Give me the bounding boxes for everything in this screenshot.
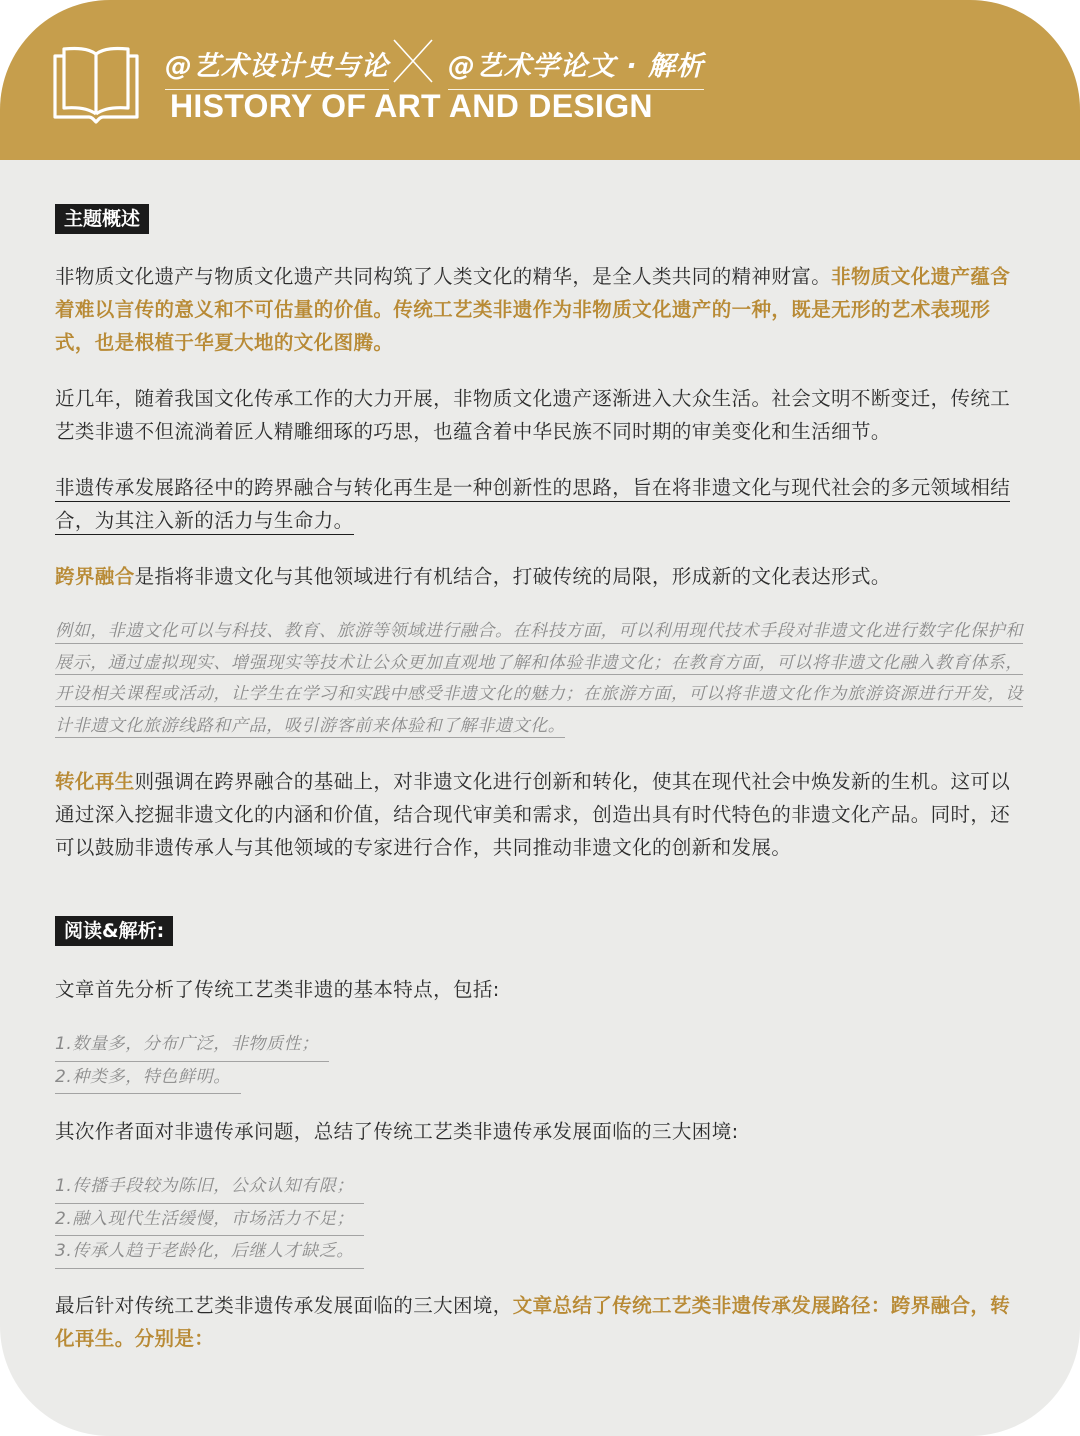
dilemmas-list [55, 1171, 364, 1269]
term-cross-border: 跨界融合 [55, 565, 135, 588]
list-item: 2.融入现代生活缓慢，市场活力不足； [55, 1204, 364, 1237]
paragraph-cross-border [55, 560, 1027, 593]
author-handle-2: @艺术学论文 · 解析 [448, 44, 704, 90]
list-item: 1.传播手段较为陈旧，公众认知有限； [55, 1171, 364, 1204]
cross-border-definition: 是指将非遗文化与其他领域进行有机结合，打破传统的局限，形成新的文化表达形式。 [134, 565, 891, 588]
intro-text: 非物质文化遗产与物质文化遗产共同构筑了人类文化的精华，是全人类共同的精神财富。 [55, 265, 832, 288]
paragraph-thesis [55, 471, 1027, 537]
underlined-thesis: 非遗传承发展路径中的跨界融合与转化再生是一种创新性的思路，旨在将非遗文化与现代社会的多元领域相结合，为其注入新的活力与生命力。 [55, 476, 1010, 535]
conclusion-highlight: 文章总结了传统工艺类非遗传承发展路径：跨界融合，转化再生。分别是： [55, 1294, 1011, 1350]
list-item: 2.种类多，特色鲜明。 [55, 1062, 241, 1095]
conclusion-text: 最后针对传统工艺类非遗传承发展面临的三大困境， [55, 1294, 513, 1317]
example-note [55, 616, 1027, 742]
transformation-definition: 则强调在跨界融合的基础上，对非遗文化进行创新和转化，使其在现代社会中焕发新的生机。这可以通过深入挖掘非遗文化的内涵和价值，结合现代审美和需求，创造出具有时代特色的非遗文化产品。同时，还可以鼓励非遗传承人与其他领域的专家进行合作，共同推动非遗文化的创新和发展。 [55, 770, 1011, 859]
term-transformation: 转化再生 [55, 770, 135, 793]
header-subtitle: HISTORY OF ART AND DESIGN [170, 88, 653, 124]
intro-highlight: 非物质文化遗产蕴含着难以言传的意义和不可估量的价值。传统工艺类非遗作为非物质文化遗产的一种，既是无形的艺术表现形式，也是根植于华夏大地的文化图腾。 [55, 265, 1011, 354]
cross-icon [390, 38, 436, 84]
list-item: 1.数量多，分布广泛，非物质性； [55, 1029, 329, 1062]
example-note-text: 例如，非遗文化可以与科技、教育、旅游等领域进行融合。在科技方面，可以利用现代技术手段对非遗文化进行数字化保护和展示，通过虚拟现实、增强现实等技术让公众更加直观地了解和体验非遗文化；在教育方面，可以将非遗文化融入教育体系，开设相关课程或活动，让学生在学习和实践中感受非遗文化的魅力；在旅游方面，可以将非遗文化作为旅游资源进行开发，设计非遗文化旅游线路和产品，吸引游客前来体验和了解非遗文化。 [55, 621, 1023, 739]
paragraph-intro [55, 260, 1027, 359]
paragraph-conclusion [55, 1289, 1027, 1355]
paragraph-features-intro: 文章首先分析了传统工艺类非遗的基本特点，包括: [55, 978, 500, 1001]
list-item: 3.传承人趋于老龄化，后继人才缺乏。 [55, 1236, 364, 1269]
section-tag-analysis: 阅读&解析: [55, 916, 173, 946]
features-list [55, 1029, 329, 1094]
open-book-icon [50, 44, 142, 124]
paragraph-background: 近几年，随着我国文化传承工作的大力开展，非物质文化遗产逐渐进入大众生活。社会文明不断变迁，传统工艺类非遗不但流淌着匠人精雕细琢的巧思，也蕴含着中华民族不同时期的审美变化和生活细节。 [55, 387, 1011, 443]
paragraph-dilemmas-intro: 其次作者面对非遗传承问题，总结了传统工艺类非遗传承发展面临的三大困境: [55, 1120, 739, 1143]
section-tag-overview: 主题概述 [55, 204, 149, 234]
author-handle-1: @艺术设计史与论 [165, 44, 389, 90]
paragraph-transformation [55, 765, 1027, 864]
header-band [0, 0, 1080, 160]
